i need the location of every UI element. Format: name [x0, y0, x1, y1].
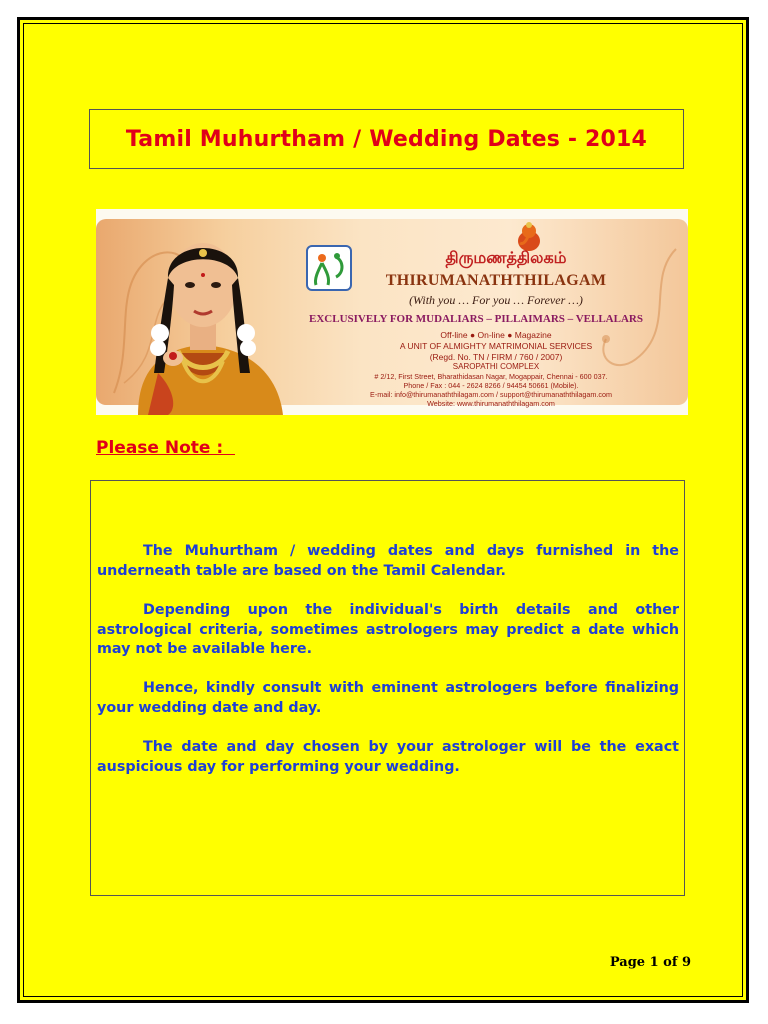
bride-photo [118, 223, 288, 415]
note-paragraph-1: The Muhurtham / wedding dates and days furnished in the underneath table are based on the Tamil Calendar. [97, 543, 679, 579]
logo-icon [306, 245, 352, 291]
note-heading: Please Note : [96, 438, 235, 458]
document-page [17, 17, 749, 1003]
note-box [90, 480, 685, 896]
email-line[interactable]: E-mail: info@thirumanaththilagam.com / support@thirumanaththilagam.com [370, 390, 612, 399]
service-modes: Off-line ● On-line ● Magazine [440, 330, 552, 340]
note-paragraph-4: The date and day chosen by your astrologer will be the exact auspicious day for performing your wedding. [97, 739, 679, 775]
brand-name: THIRUMANATHTHILAGAM [385, 272, 607, 289]
registration-line: (Regd. No. TN / FIRM / 760 / 2007) [429, 352, 563, 362]
note-paragraph-2: Depending upon the individual's birth details and other astrological criteria, sometimes astrologers may predict a date which may not be available here. [97, 602, 679, 657]
brand-tagline: (With you … For you … Forever …) [409, 293, 583, 307]
exclusive-line: EXCLUSIVELY FOR MUDALIARS – PILLAIMARS – VELLALARS [309, 313, 643, 325]
address-line: # 2/12, First Street, Bharathidasan Nagar, Mogappair, Chennai - 600 037. [374, 372, 608, 381]
website-line[interactable]: Website: www.thirumanaththilagam.com [427, 399, 555, 408]
page-title: Tamil Muhurtham / Wedding Dates - 2014 [89, 109, 684, 169]
matrimony-banner [96, 209, 688, 415]
brand-tamil-name: திருமணத்திலகம் [445, 250, 567, 267]
complex-line: SAROPATHI COMPLEX [452, 362, 540, 371]
note-paragraph-3: Hence, kindly consult with eminent astrologers before finalizing your wedding date and day. [97, 680, 679, 716]
phone-line: Phone / Fax : 044 - 2624 8266 / 94454 50661 (Mobile). [403, 381, 579, 390]
unit-line: A UNIT OF ALMIGHTY MATRIMONIAL SERVICES [399, 341, 593, 351]
page-number: Page 1 of 9 [609, 955, 691, 970]
